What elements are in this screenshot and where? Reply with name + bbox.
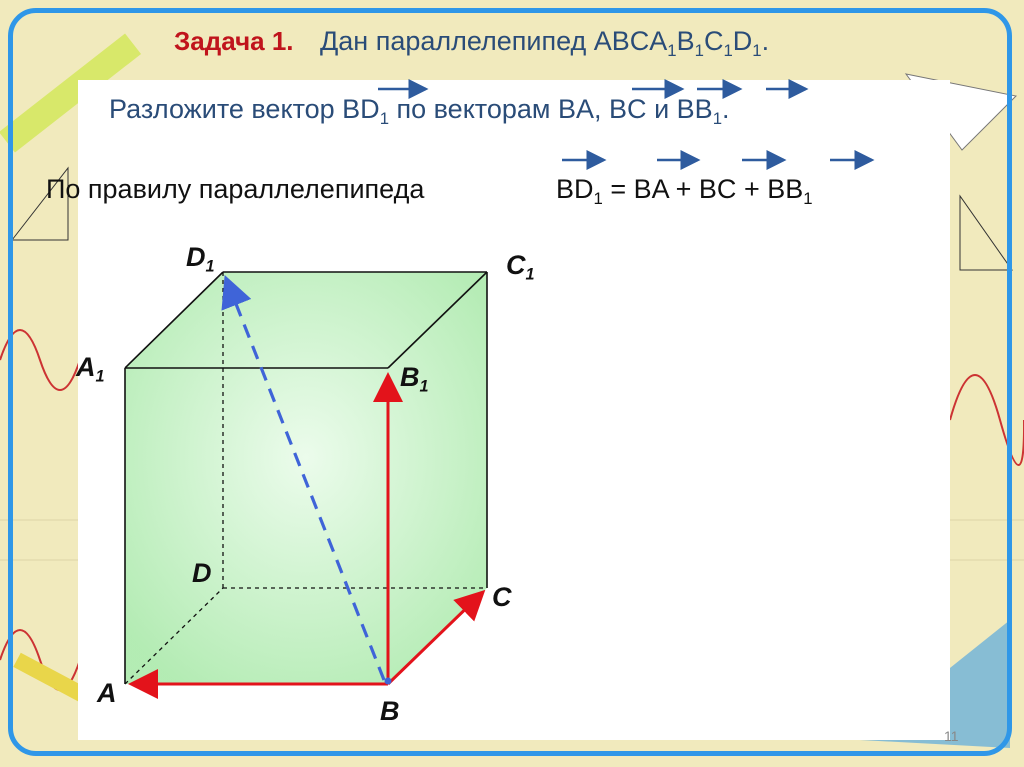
vector-ba: BA	[558, 94, 595, 124]
title-text: Дан параллелепипед $ABCA_1B_1C_1D_1$.	[319, 26, 770, 60]
vertex-c: C	[492, 582, 512, 612]
task-number: Задача 1.	[174, 26, 294, 56]
task-statement: Разложите вектор $BD_1$ по векторам BA, BC и $BB_1$.	[109, 94, 730, 128]
vertex-a1: $A_1$	[76, 352, 105, 386]
vector-bb1: $BB_1$	[676, 94, 722, 128]
vector-bc: BC	[609, 94, 647, 124]
vertex-d1: $D_1$	[186, 242, 215, 276]
vertex-d: D	[192, 558, 212, 588]
vertex-b1: $B_1$	[400, 362, 429, 396]
vector-equation: $BD_1$ = BA + BC + $BB_1$	[556, 174, 813, 208]
page-number: 11	[944, 728, 959, 744]
vector-bd1: $BD_1$	[342, 94, 389, 128]
rule-label: По правилу параллелепипеда	[46, 174, 425, 204]
vertex-a: A	[97, 678, 117, 708]
vertex-b: B	[380, 696, 400, 726]
point-b	[385, 678, 392, 685]
vertex-c1: $C_1$	[506, 250, 535, 284]
